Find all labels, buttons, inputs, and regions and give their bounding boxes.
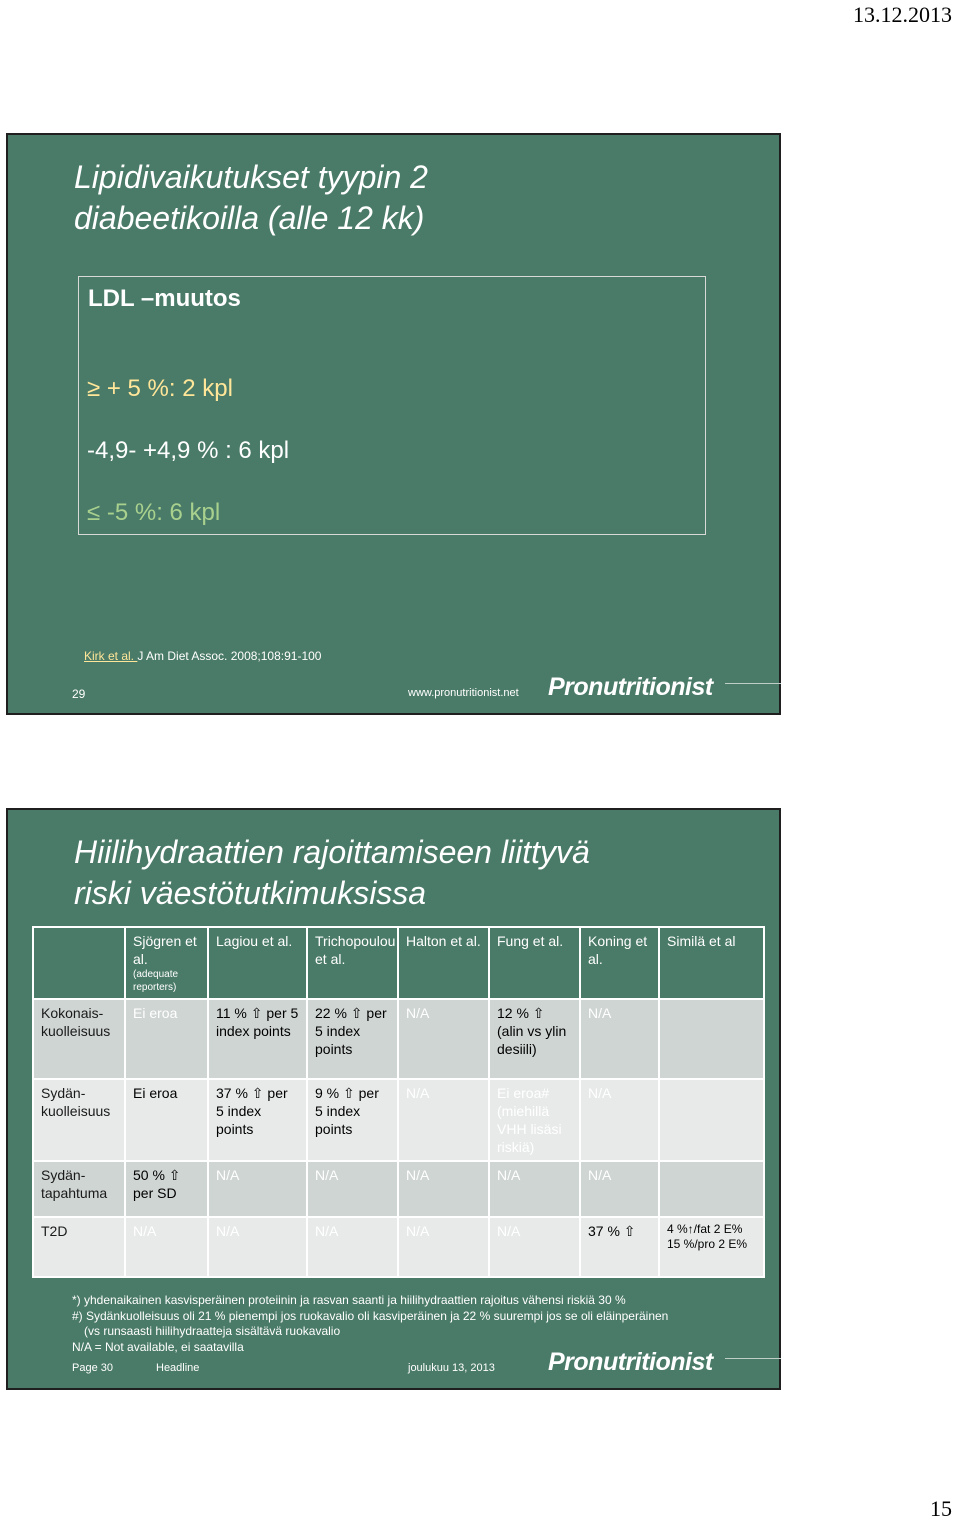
table-row xyxy=(33,1079,764,1161)
table-cell: N/A xyxy=(398,999,489,1079)
table-cell: 9 % ⇧ per 5 index points xyxy=(307,1079,398,1161)
table-row xyxy=(33,1217,764,1277)
table-cell: N/A xyxy=(398,1217,489,1277)
logo-divider xyxy=(725,1358,781,1359)
table-cell: 37 % ⇧ per 5 index points xyxy=(208,1079,307,1161)
table-header-cell: Fung et al. xyxy=(489,927,580,999)
table-cell: N/A xyxy=(580,1079,659,1161)
footnote-hash-continued: (vs runsaasti hiilihydraatteja sisältävä ruokavalio xyxy=(84,1324,341,1338)
pronutritionist-logo: Pronutritionist xyxy=(548,1348,713,1376)
citation-source: J Am Diet Assoc. 2008;108:91-100 xyxy=(137,649,322,663)
table-cell: N/A xyxy=(208,1217,307,1277)
table-cell: 4 %↑/fat 2 E% 15 %/pro 2 E% xyxy=(659,1217,764,1277)
slide-title xyxy=(74,157,428,239)
slide-lipid-effects xyxy=(6,133,781,715)
table-header-cell xyxy=(33,927,125,999)
ldl-decrease-count: ≤ -5 %: 6 kpl xyxy=(87,499,221,526)
page-date: 13.12.2013 xyxy=(853,2,952,27)
footnote-na: N/A = Not available, ei saatavilla xyxy=(72,1339,244,1354)
table-cell: 11 % ⇧ per 5 index points xyxy=(208,999,307,1079)
footer-page: Page 30 xyxy=(72,1362,113,1374)
ldl-increase-count: ≥ + 5 %: 2 kpl xyxy=(87,375,233,402)
ldl-neutral-count: -4,9- +4,9 % : 6 kpl xyxy=(87,437,290,464)
table-cell: N/A xyxy=(208,1161,307,1217)
row-label: Sydän-tapahtuma xyxy=(33,1161,125,1217)
table-header-row xyxy=(33,927,764,999)
table-header-cell: Koning et al. xyxy=(580,927,659,999)
header-sublabel: (adequate reporters) xyxy=(133,969,179,993)
table-cell xyxy=(659,1079,764,1161)
table-cell: 50 % ⇧ per SD xyxy=(125,1161,208,1217)
ldl-change-box xyxy=(78,276,706,535)
slide-title xyxy=(74,832,590,914)
row-label: T2D xyxy=(33,1217,125,1277)
title-line-1: Lipidivaikutukset tyypin 2 xyxy=(74,159,428,195)
footnote-hash: #) Sydänkuolleisuus oli 21 % pienempi jos ruokavalio oli kasviperäinen ja 22 % suurempi jos se oli eläinperäinen xyxy=(72,1308,669,1323)
table-cell: 22 % ⇧ per 5 index points xyxy=(307,999,398,1079)
table-cell: N/A xyxy=(398,1161,489,1217)
table-cell xyxy=(659,999,764,1079)
ldl-heading: LDL –muutos xyxy=(88,285,241,312)
table-cell: N/A xyxy=(307,1217,398,1277)
row-label: Kokonais-kuolleisuus xyxy=(33,999,125,1079)
pronutritionist-logo: Pronutritionist xyxy=(548,673,713,701)
footnotes xyxy=(72,1293,668,1355)
risk-table xyxy=(32,926,765,1278)
table-cell: N/A xyxy=(580,999,659,1079)
footer-headline: Headline xyxy=(156,1362,200,1374)
title-line-1: Hiilihydraattien rajoittamiseen liittyvä xyxy=(74,834,590,870)
table-row xyxy=(33,1161,764,1217)
table-cell: N/A xyxy=(398,1079,489,1161)
table-cell: N/A xyxy=(125,1217,208,1277)
row-label: Sydän-kuolleisuus xyxy=(33,1079,125,1161)
website-link[interactable]: www.pronutritionist.net xyxy=(408,687,519,699)
table-header-cell: Trichopoulou et al. xyxy=(307,927,398,999)
table-header-cell: Lagiou et al. xyxy=(208,927,307,999)
table-cell: Ei eroa xyxy=(125,1079,208,1161)
table-row xyxy=(33,999,764,1079)
table-cell: Ei eroa# (miehillä VHH lisäsi riskiä) xyxy=(489,1079,580,1161)
table-cell: 12 % ⇧ (alin vs ylin desiili) xyxy=(489,999,580,1079)
header-label: Sjögren et al. xyxy=(133,933,197,967)
table-cell: N/A xyxy=(307,1161,398,1217)
table-cell: N/A xyxy=(580,1161,659,1217)
slide-number: 29 xyxy=(72,687,86,701)
footnote-star: *) yhdenaikainen kasvisperäinen proteiinin ja rasvan saanti ja hiilihydraattien rajoitus vähensi riskiä 30 % xyxy=(72,1293,626,1307)
citation xyxy=(84,649,321,663)
logo-divider xyxy=(725,683,781,684)
slide-carb-restriction-risk xyxy=(6,808,781,1390)
citation-author-link[interactable]: Kirk et al. xyxy=(84,649,138,663)
table-header-cell xyxy=(125,927,208,999)
page-number: 15 xyxy=(930,1496,952,1521)
table-cell: N/A xyxy=(489,1217,580,1277)
table-cell: N/A xyxy=(489,1161,580,1217)
table-header-cell: Similä et al xyxy=(659,927,764,999)
table-cell: Ei eroa xyxy=(125,999,208,1079)
table-header-cell: Halton et al. xyxy=(398,927,489,999)
footer-date: joulukuu 13, 2013 xyxy=(408,1362,495,1374)
title-line-2: riski väestötutkimuksissa xyxy=(74,875,427,911)
table-cell: 37 % ⇧ xyxy=(580,1217,659,1277)
table-cell xyxy=(659,1161,764,1217)
title-line-2: diabeetikoilla (alle 12 kk) xyxy=(74,200,425,236)
